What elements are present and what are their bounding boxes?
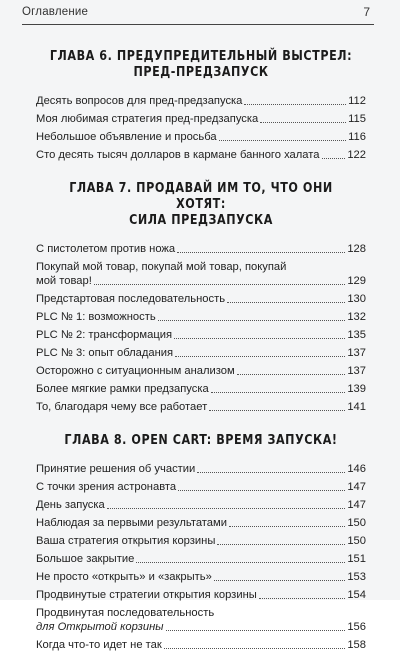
toc-entry-text: Когда что-то идет не так (36, 639, 162, 651)
toc-entry-page: 146 (347, 463, 366, 475)
chapter-title-line: ПРЕД-ПРЕДЗАПУСК (133, 64, 269, 80)
toc-list (36, 92, 366, 164)
toc-entry[interactable] (36, 550, 366, 568)
dot-leader (136, 562, 345, 563)
chapter-title-line: ГЛАВА 6. ПРЕДУПРЕДИТЕЛЬНЫЙ ВЫСТРЕЛ: (49, 48, 353, 64)
toc-entry[interactable] (36, 92, 366, 110)
toc-entry-page: 147 (347, 481, 366, 493)
toc-entry-row (36, 274, 366, 288)
toc-entry-page: 137 (347, 365, 366, 377)
toc-entry-text: PLC № 2: трансформация (36, 329, 173, 341)
chapter-title (49, 180, 353, 228)
toc-entry-text: мой товар! (36, 275, 92, 287)
toc-entry-row (36, 242, 366, 256)
toc-entry-row (36, 480, 366, 494)
toc-entry-row (36, 638, 366, 652)
toc-entry-text: Принятие решения об участии (36, 463, 196, 475)
toc-entry[interactable] (36, 326, 366, 344)
dot-leader (214, 580, 345, 581)
toc-entry-text: для Открытой корзины (36, 621, 164, 633)
toc-entry-page: 132 (347, 311, 366, 323)
toc-entry[interactable] (36, 362, 366, 380)
dot-leader (229, 526, 345, 527)
toc-entry-text: День запуска (36, 499, 105, 511)
toc-entry[interactable] (36, 604, 366, 636)
toc-entry[interactable] (36, 460, 366, 478)
toc-entry-row (36, 620, 366, 634)
chapter-block (36, 48, 366, 164)
toc-entry-page: 150 (347, 517, 366, 529)
toc-entry-text: Осторожно с ситуационным анализом (36, 365, 235, 377)
toc-entry-text: Десять вопросов для пред-предзапуска (36, 95, 243, 107)
chapter-title-line: ГЛАВА 8. OPEN CART: ВРЕМЯ ЗАПУСКА! (64, 432, 338, 448)
toc-entry-row (36, 292, 366, 306)
dot-leader (174, 338, 345, 339)
toc-entry-text: Продвинутые стратегии открытия корзины (36, 589, 257, 601)
toc-entry-row (36, 498, 366, 512)
dot-leader (197, 472, 345, 473)
toc-entry[interactable] (36, 128, 366, 146)
toc-entry-page: 158 (347, 639, 366, 651)
toc-entry-row (36, 516, 366, 530)
toc-entry[interactable] (36, 514, 366, 532)
toc-entry-page: 156 (347, 621, 366, 633)
toc-entry[interactable] (36, 146, 366, 164)
toc-entry[interactable] (36, 110, 366, 128)
toc-entry[interactable] (36, 532, 366, 550)
toc-entry-row (36, 462, 366, 476)
dot-leader (322, 158, 346, 159)
dot-leader (219, 140, 347, 141)
dot-leader (164, 648, 346, 649)
toc-entry-page: 147 (347, 499, 366, 511)
toc-entry-row (36, 552, 366, 566)
toc-entry[interactable] (36, 398, 366, 416)
toc-entry-page: 150 (347, 535, 366, 547)
toc-entry-text: С точки зрения астронавта (36, 481, 177, 493)
toc-entry[interactable] (36, 496, 366, 514)
toc-entry-row (36, 112, 366, 126)
running-header (0, 0, 400, 28)
toc-entry-page: 116 (348, 131, 366, 143)
toc-entry-text: Большое закрытие (36, 553, 135, 565)
dot-leader (227, 302, 345, 303)
toc-entry[interactable] (36, 308, 366, 326)
toc-entry-text: Более мягкие рамки предзапуска (36, 383, 209, 395)
toc-entry-text: PLC № 1: возможность (36, 311, 156, 323)
dot-leader (209, 410, 345, 411)
toc-entry[interactable] (36, 478, 366, 496)
toc-entry[interactable] (36, 258, 366, 290)
toc-entry[interactable] (36, 290, 366, 308)
toc-entry-page: 122 (347, 149, 366, 161)
toc-entry-text: Продвинутая последовательность (36, 607, 215, 619)
toc-entry-text: PLC № 3: опыт обладания (36, 347, 174, 359)
dot-leader (217, 544, 345, 545)
dot-leader (244, 104, 346, 105)
toc-entry-text: С пистолетом против ножа (36, 243, 176, 255)
toc-entry-page: 151 (347, 553, 366, 565)
toc-entry-page: 112 (348, 95, 366, 107)
toc-entry-page: 129 (347, 275, 366, 287)
toc-entry-row (36, 400, 366, 414)
toc-entry-text: Не просто «открыть» и «закрыть» (36, 571, 212, 583)
dot-leader (175, 356, 345, 357)
toc-entry[interactable] (36, 240, 366, 258)
toc-entry-row (36, 310, 366, 324)
header-rule (22, 24, 374, 25)
toc-entry[interactable] (36, 380, 366, 398)
dot-leader (158, 320, 346, 321)
toc-entry-page: 130 (347, 293, 366, 305)
toc-entry-row (36, 534, 366, 548)
toc-entry-text: Небольшое объявление и просьба (36, 131, 217, 143)
chapter-title (49, 432, 353, 448)
toc-entry-row (36, 570, 366, 584)
page-number: 7 (363, 5, 370, 19)
toc-entry-page: 141 (347, 401, 366, 413)
dot-leader (166, 630, 346, 631)
toc-entry-page: 128 (347, 243, 366, 255)
dot-leader (178, 490, 345, 491)
toc-entry-row (36, 382, 366, 396)
toc-entry-text: То, благодаря чему все работает (36, 401, 208, 413)
toc-entry-row (36, 94, 366, 108)
toc-entry[interactable] (36, 586, 366, 604)
chapter-block (36, 180, 366, 416)
toc-entry-page: 139 (347, 383, 366, 395)
toc-entry-row (36, 130, 366, 144)
chapter-title-line: СИЛА ПРЕДЗАПУСКА (129, 212, 273, 228)
toc-entry-text: Моя любимая стратегия пред-предзапуска (36, 113, 259, 125)
toc-entry[interactable] (36, 344, 366, 362)
dot-leader (107, 508, 346, 509)
dot-leader (259, 598, 346, 599)
toc-entry-row (36, 328, 366, 342)
toc-entry-row (36, 346, 366, 360)
chapter-title (49, 48, 353, 80)
dot-leader (237, 374, 346, 375)
toc-entry-text: Сто десять тысяч долларов в кармане банного халата (36, 149, 320, 161)
toc-entry-page: 135 (347, 329, 366, 341)
toc-entry-text: Предстартовая последовательность (36, 293, 226, 305)
toc-entry-text: Наблюдая за первыми результатами (36, 517, 227, 529)
toc-entry-page: 115 (348, 113, 366, 125)
dot-leader (94, 284, 345, 285)
toc-entry-row (36, 364, 366, 378)
toc-entry[interactable] (36, 636, 366, 654)
dot-leader (177, 252, 345, 253)
toc-entry-page: 153 (347, 571, 366, 583)
toc-entry-page: 137 (347, 347, 366, 359)
toc-entry-text: Ваша стратегия открытия корзины (36, 535, 216, 547)
dot-leader (260, 122, 346, 123)
table-of-contents (36, 48, 366, 670)
toc-entry[interactable] (36, 568, 366, 586)
chapter-block (36, 432, 366, 654)
dot-leader (211, 392, 346, 393)
toc-entry-text: Покупай мой товар, покупай мой товар, покупай (36, 261, 287, 273)
toc-list (36, 240, 366, 416)
toc-list (36, 460, 366, 654)
running-header-title: Оглавление (22, 6, 89, 18)
toc-entry-page: 154 (347, 589, 366, 601)
toc-entry-row (36, 148, 366, 162)
chapter-title-line: ГЛАВА 7. ПРОДАВАЙ ИМ ТО, ЧТО ОНИ ХОТЯТ: (69, 180, 333, 212)
